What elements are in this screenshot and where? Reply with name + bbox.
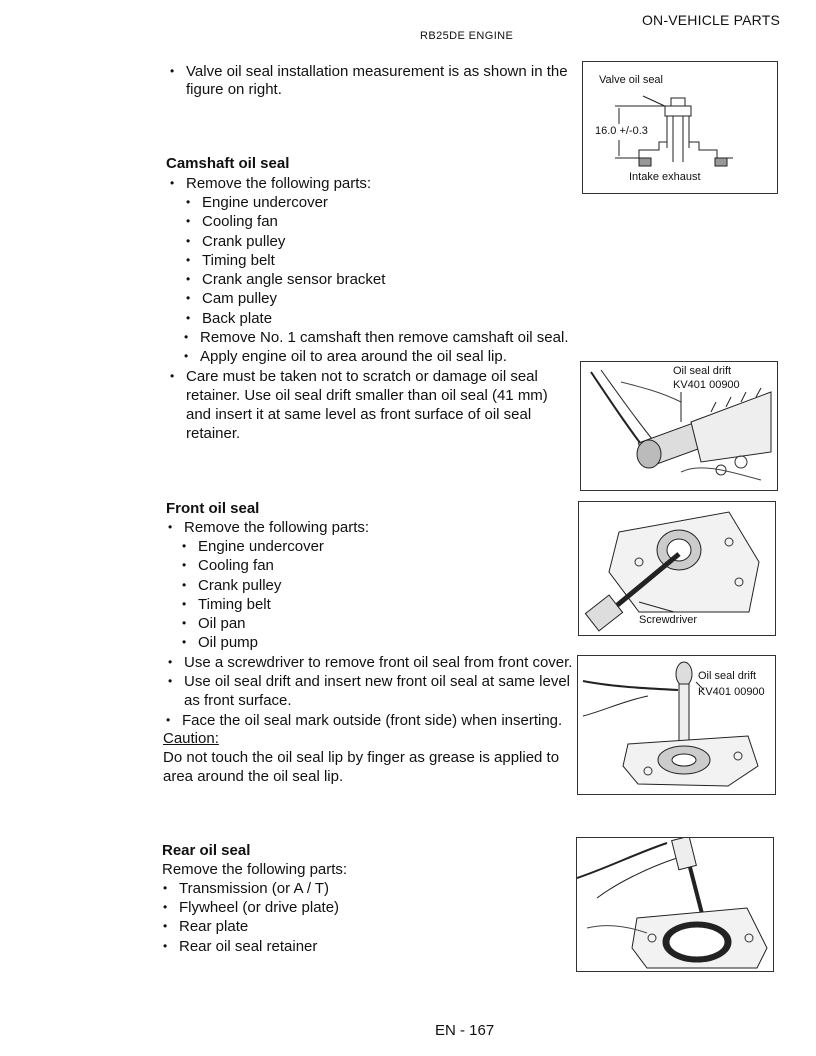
- figure-valve-oil-seal: [582, 61, 778, 194]
- figure-front-drift: [577, 655, 776, 795]
- section-title: ON-VEHICLE PARTS: [641, 12, 780, 28]
- rear-part: • Transmission (or A / T): [179, 879, 329, 898]
- camshaft-care-line: retainer. Use oil seal drift smaller than oil seal (41 mm): [186, 387, 548, 404]
- camshaft-part: • Crank pulley: [202, 232, 285, 251]
- intro-line-1: • Valve oil seal installation measurement is as shown in the: [186, 62, 568, 81]
- fig-front2-label-2: KV401 00900: [698, 686, 765, 698]
- camshaft-part: • Apply engine oil to area around the oil seal lip.: [200, 347, 507, 366]
- fig-cam-label-1: Oil seal drift: [673, 365, 732, 377]
- fig-valve-label-top: Valve oil seal: [599, 74, 663, 86]
- camshaft-part: • Engine undercover: [202, 193, 328, 212]
- front-step-drift: • Use oil seal drift and insert new front oil seal at same level: [184, 672, 570, 691]
- camshaft-care-line: and insert it at same level as front surface of oil seal: [186, 406, 532, 423]
- figure-camshaft-drift: [580, 361, 778, 491]
- rear-part: • Rear plate: [179, 917, 248, 936]
- figure-front-screwdriver: [578, 501, 776, 636]
- front-part: • Oil pump: [198, 633, 258, 652]
- caution-text-1: Do not touch the oil seal lip by finger as grease is applied to: [163, 749, 560, 766]
- front-part: • Engine undercover: [198, 537, 324, 556]
- camshaft-part: • Timing belt: [202, 251, 275, 270]
- camshaft-remove-label: • Remove the following parts:: [186, 174, 371, 193]
- rear-part: • Rear oil seal retainer: [179, 937, 317, 956]
- camshaft-part: • Remove No. 1 camshaft then remove camshaft oil seal.: [200, 328, 569, 347]
- camshaft-care-line: retainer.: [186, 425, 241, 442]
- camshaft-part: • Back plate: [202, 309, 272, 328]
- camshaft-care-line: • Care must be taken not to scratch or damage oil seal: [186, 367, 538, 386]
- front-part: • Cooling fan: [198, 556, 274, 575]
- front-part: • Timing belt: [198, 595, 271, 614]
- intro-line-2: figure on right.: [186, 81, 282, 98]
- caution-text-2: area around the oil seal lip.: [163, 768, 344, 785]
- front-step-mark: • Face the oil seal mark outside (front side) when inserting.: [182, 711, 562, 730]
- page-number: EN - 167: [435, 1022, 495, 1039]
- rear-part: • Flywheel (or drive plate): [179, 898, 339, 917]
- fig-front2-label-1: Oil seal drift: [698, 670, 757, 682]
- fig-front1-label: Screwdriver: [639, 614, 698, 626]
- camshaft-title: Camshaft oil seal: [166, 155, 290, 172]
- fig-cam-label-2: KV401 00900: [673, 379, 740, 391]
- rear-seal-illustration: [577, 838, 773, 971]
- front-title: Front oil seal: [166, 500, 260, 517]
- fig-valve-label-bottom: Intake exhaust: [629, 171, 701, 183]
- front-part: • Oil pan: [198, 614, 246, 633]
- camshaft-part: • Cooling fan: [202, 212, 278, 231]
- rear-title: Rear oil seal: [162, 842, 251, 859]
- camshaft-part: • Crank angle sensor bracket: [202, 270, 385, 289]
- caution-label: Caution:: [163, 730, 219, 747]
- camshaft-part: • Cam pulley: [202, 289, 277, 308]
- engine-header: RB25DE ENGINE: [420, 30, 514, 42]
- front-remove-label: • Remove the following parts:: [184, 518, 369, 537]
- front-part: • Crank pulley: [198, 576, 281, 595]
- figure-rear-seal: [576, 837, 774, 972]
- fig-valve-label-dim: 16.0 +/-0.3: [595, 125, 648, 137]
- front-step-drift-cont: as front surface.: [184, 692, 292, 709]
- rear-remove-label: Remove the following parts:: [162, 861, 348, 878]
- front-step-screwdriver: • Use a screwdriver to remove front oil seal from front cover.: [184, 653, 572, 672]
